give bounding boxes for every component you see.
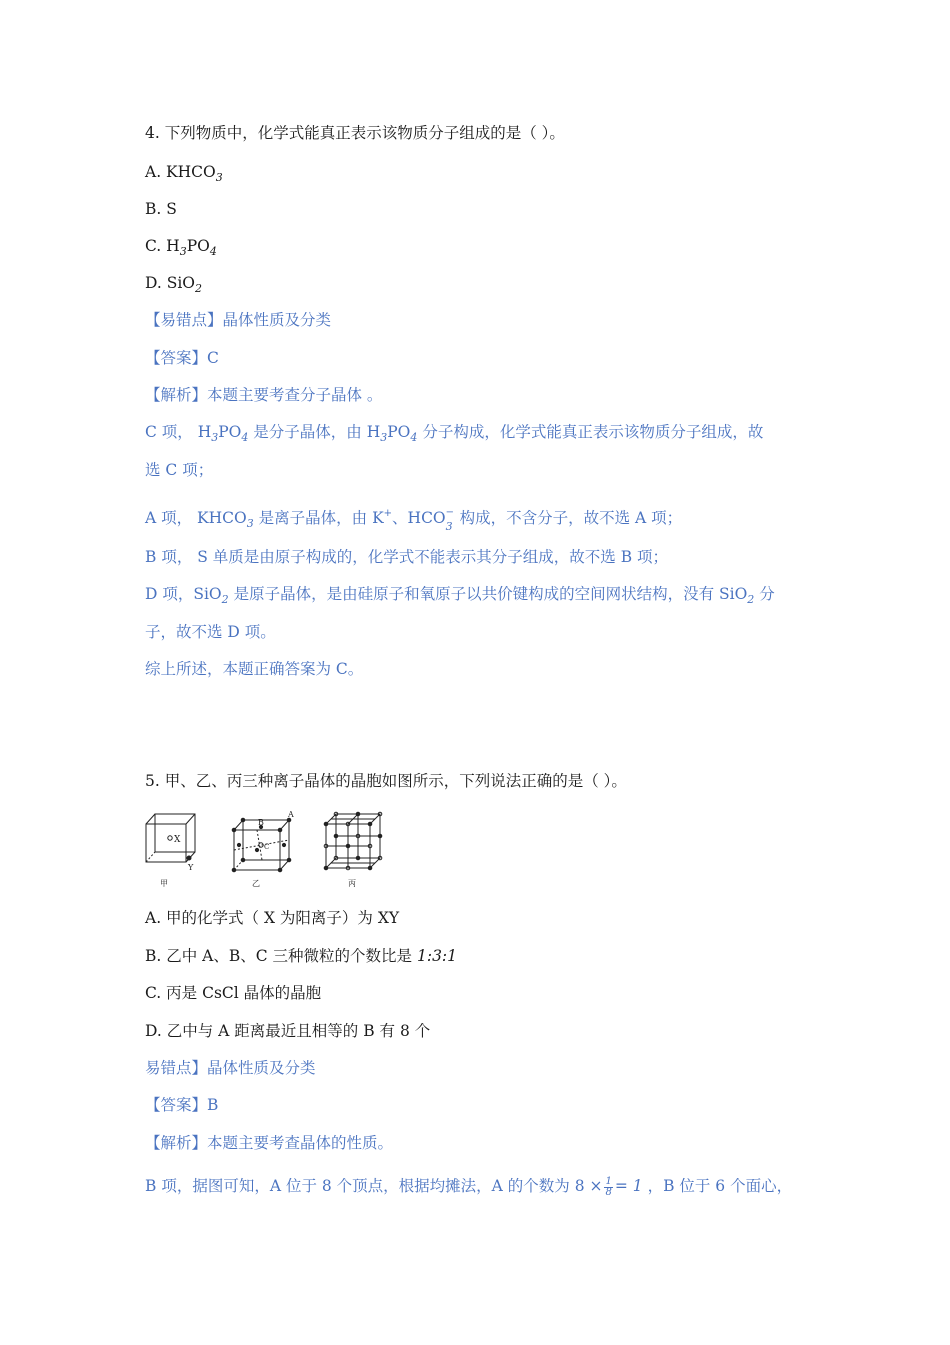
q5-analysis: 【解析】本题主要考查晶体的性质。 xyxy=(145,1134,394,1152)
cell-bing xyxy=(324,812,382,870)
crystal-cell-figures xyxy=(140,808,400,892)
q4-error-point: 【易错点】晶体性质及分类 xyxy=(145,311,332,329)
q5-option-c: C. 丙是 CsCl 晶体的晶胞 xyxy=(145,984,322,1002)
q5-stem: 5. 甲、乙、丙三种离子晶体的晶胞如图所示，下列说法正确的是（ ）。 xyxy=(145,772,627,790)
cell-jia-y-label: Y xyxy=(188,863,194,872)
q5-option-b: B. 乙中 A、B、C 三种微粒的个数比是 1:3:1 xyxy=(145,947,458,965)
q4-answer: 【答案】C xyxy=(145,349,219,367)
q4-summary: 综上所述，本题正确答案为 C。 xyxy=(145,660,364,678)
q5-option-d: D. 乙中与 A 距离最近且相等的 B 有 8 个 xyxy=(145,1022,431,1040)
cell-yi-b-label: B xyxy=(258,818,264,827)
cell-jia-x-label: X xyxy=(174,835,181,845)
q4-explain-d-cont: 子，故不选 D 项。 xyxy=(145,623,276,641)
q4-option-c: C. $H_3PO_4$ xyxy=(145,237,217,258)
q4-explain-c: C 项， $H_3PO_4$ 是分子晶体，由 $H_3PO_4$ 分子构成，化学式能真正表示该物质分子组成，故 xyxy=(145,423,764,444)
cell-jia-label: 甲 xyxy=(160,879,168,888)
q4-option-b: B. S xyxy=(145,200,177,218)
cell-yi-label: 乙 xyxy=(252,879,260,888)
q5-option-a: A. 甲的化学式（ X 为阳离子）为 XY xyxy=(145,909,400,927)
q5-answer: 【答案】B xyxy=(145,1096,219,1114)
q4-stem: 4. 下列物质中，化学式能真正表示该物质分子组成的是（ ）。 xyxy=(145,124,565,142)
cell-bing-label: 丙 xyxy=(348,879,356,888)
q4-analysis: 【解析】本题主要考查分子晶体 。 xyxy=(145,386,383,404)
q4-explain-b: B 项， S 单质是由原子构成的，化学式不能表示其分子组成，故不选 B 项； xyxy=(145,548,669,566)
cell-jia xyxy=(146,814,195,862)
q5-explain-b: B 项，据图可知，A 位于 8 个顶点，根据均摊法，A 的个数为 8 × $\frac{1}{8}$ = 1 ，B 位于 6 个面心， xyxy=(145,1175,793,1198)
q4-explain-d: D 项，SiO$_2$ 是原子晶体，是由硅原子和氧原子以共价键构成的空间网状结构，没有 SiO$_2$ 分 xyxy=(145,585,775,606)
q4-explain-c-cont: 选 C 项； xyxy=(145,461,214,479)
fraction-one-eighth: $\frac{1}{8}$ xyxy=(605,1175,612,1198)
q5-error-point: 易错点】晶体性质及分类 xyxy=(145,1059,316,1077)
cell-yi-a-label: A xyxy=(288,810,294,819)
q4-option-a: A. $KHCO_3$ xyxy=(145,163,223,184)
cell-yi-c-label: C xyxy=(264,843,270,851)
q4-explain-a: A 项， $KHCO_3$ 是离子晶体，由 K+、HCO − 3 构成，不含分子，故不选 A 项； xyxy=(145,507,683,533)
q4-option-d: D. SiO$_2$ xyxy=(145,274,203,295)
